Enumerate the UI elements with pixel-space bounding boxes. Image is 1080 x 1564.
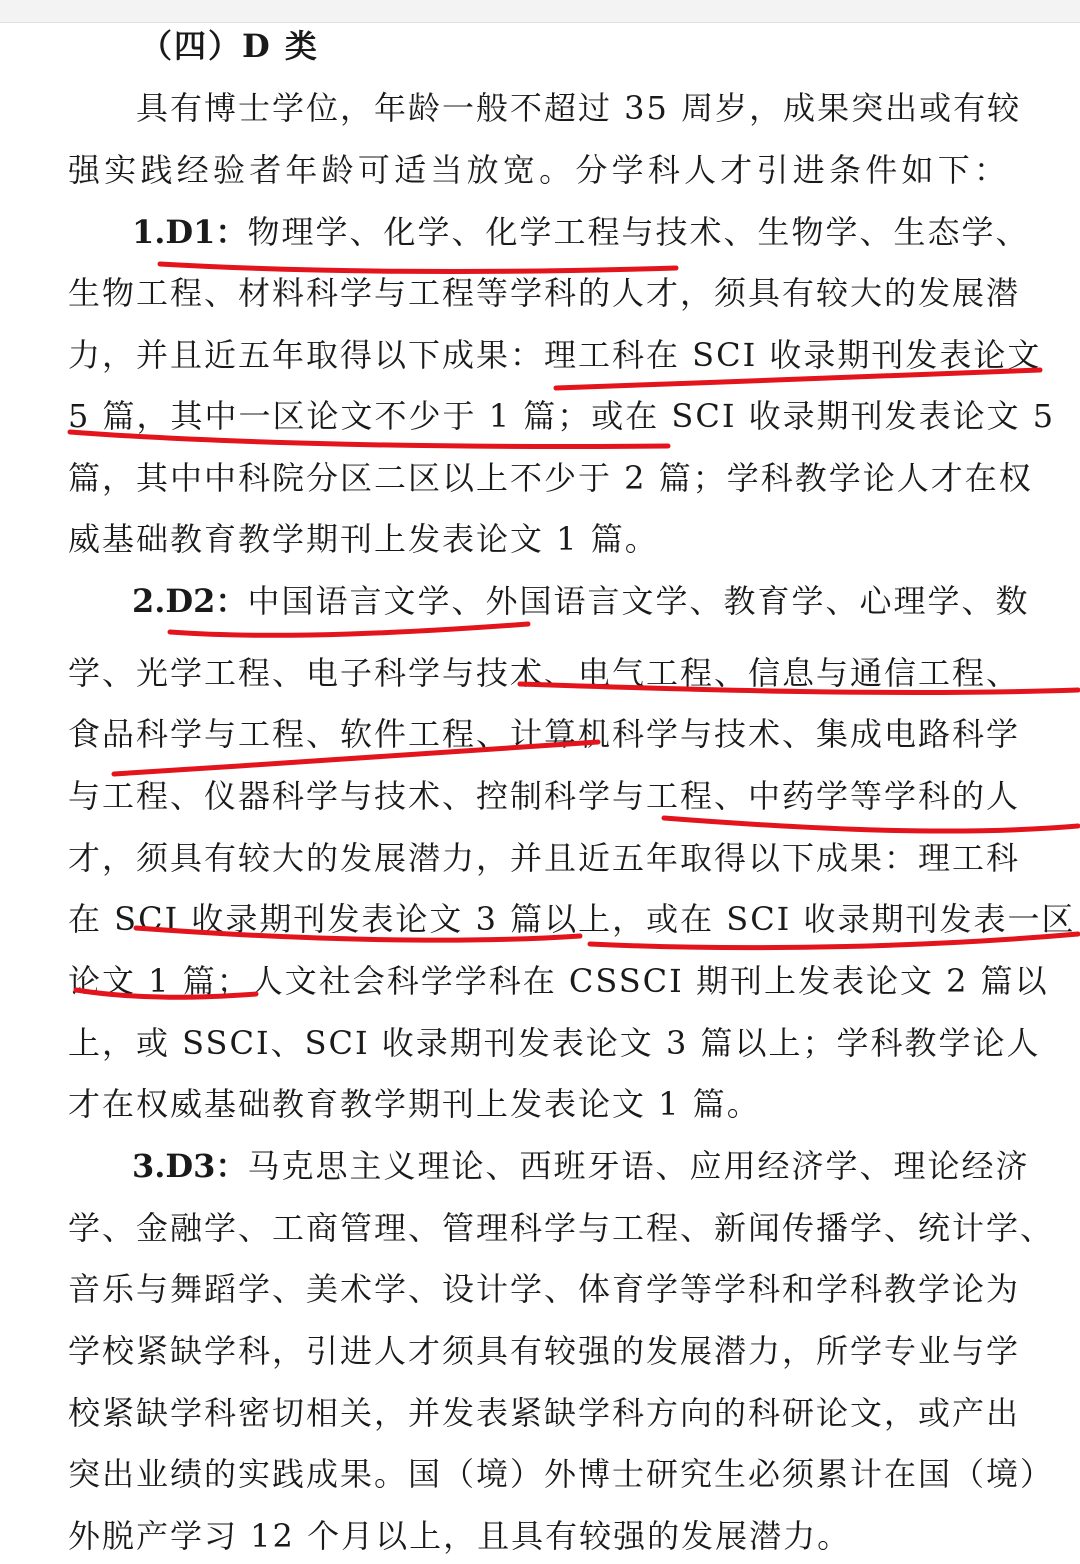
- d3-line-4: 学校紧缺学科，引进人才须具有较强的发展潜力，所学专业与学: [68, 1332, 1021, 1370]
- d3-line-7: 外脱产学习 12 个月以上，且具有较强的发展潜力。: [68, 1517, 852, 1555]
- d1-line-1-text: 物理学、化学、化学工程与技术、生物学、生态学、: [247, 213, 1030, 251]
- d2-line-2: 学、光学工程、电子科学与技术、电气工程、信息与通信工程、: [68, 654, 1021, 692]
- d2-line-5: 才，须具有较大的发展潜力，并且近五年取得以下成果：理工科: [68, 839, 1021, 877]
- d3-line-1-text: 马克思主义理论、西班牙语、应用经济学、理论经济: [247, 1147, 1030, 1185]
- d3-line-6: 突出业绩的实践成果。国（境）外博士研究生必须累计在国（境）: [68, 1455, 1055, 1493]
- top-bar: [0, 0, 1080, 23]
- d2-line-1-text: 中国语言文学、外国语言文学、教育学、心理学、数: [247, 582, 1030, 620]
- d2-line-7: 论文 1 篇；人文社会科学学科在 CSSCI 期刊上发表论文 2 篇以: [68, 962, 1049, 1000]
- intro-line-1: 具有博士学位，年龄一般不超过 35 周岁，成果突出或有较: [136, 89, 1022, 127]
- d3-line-3: 音乐与舞蹈学、美术学、设计学、体育学等学科和学科教学论为: [68, 1270, 1021, 1308]
- d3-label: 3.D3：: [132, 1147, 248, 1185]
- d2-line-4: 与工程、仪器科学与技术、控制科学与工程、中药学等学科的人: [68, 777, 1021, 815]
- d1-line-1: [132, 210, 1030, 254]
- d2-line-3: 食品科学与工程、软件工程、计算机科学与技术、集成电路科学: [68, 715, 1021, 753]
- underline-d2-languages: [170, 624, 528, 635]
- intro-line-2: 强实践经验者年龄可适当放宽。分学科人才引进条件如下：: [68, 151, 1008, 189]
- d2-label: 2.D2：: [132, 582, 248, 620]
- underline-d2-sci-1: [664, 818, 1078, 831]
- d3-line-1: [132, 1144, 1030, 1188]
- d3-line-5: 校紧缺学科密切相关，并发表紧缺学科方向的科研论文，或产出: [68, 1394, 1021, 1432]
- section-heading: （四）D 类: [140, 27, 319, 65]
- d1-line-6: 威基础教育教学期刊上发表论文 1 篇。: [68, 520, 659, 558]
- d2-line-1: [132, 579, 1030, 623]
- d1-line-4: 5 篇，其中一区论文不少于 1 篇；或在 SCI 收录期刊发表论文 5: [68, 397, 1056, 435]
- d1-line-5: 篇，其中中科院分区二区以上不少于 2 篇；学科教学论人才在权: [68, 459, 1033, 497]
- d3-line-2: 学、金融学、工商管理、管理科学与工程、新闻传播学、统计学、: [68, 1209, 1055, 1247]
- d1-line-2: 生物工程、材料科学与工程等学科的人才，须具有较大的发展潜: [68, 274, 1021, 312]
- d2-line-6: 在 SCI 收录期刊发表论文 3 篇以上，或在 SCI 收录期刊发表一区: [68, 900, 1076, 938]
- d2-line-8: 上，或 SSCI、SCI 收录期刊发表论文 3 篇以上；学科教学论人: [68, 1024, 1041, 1062]
- d1-label: 1.D1：: [132, 213, 248, 251]
- d2-line-9: 才在权威基础教育教学期刊上发表论文 1 篇。: [68, 1085, 761, 1123]
- d1-line-3: 力，并且近五年取得以下成果：理工科在 SCI 收录期刊发表论文: [68, 336, 1042, 374]
